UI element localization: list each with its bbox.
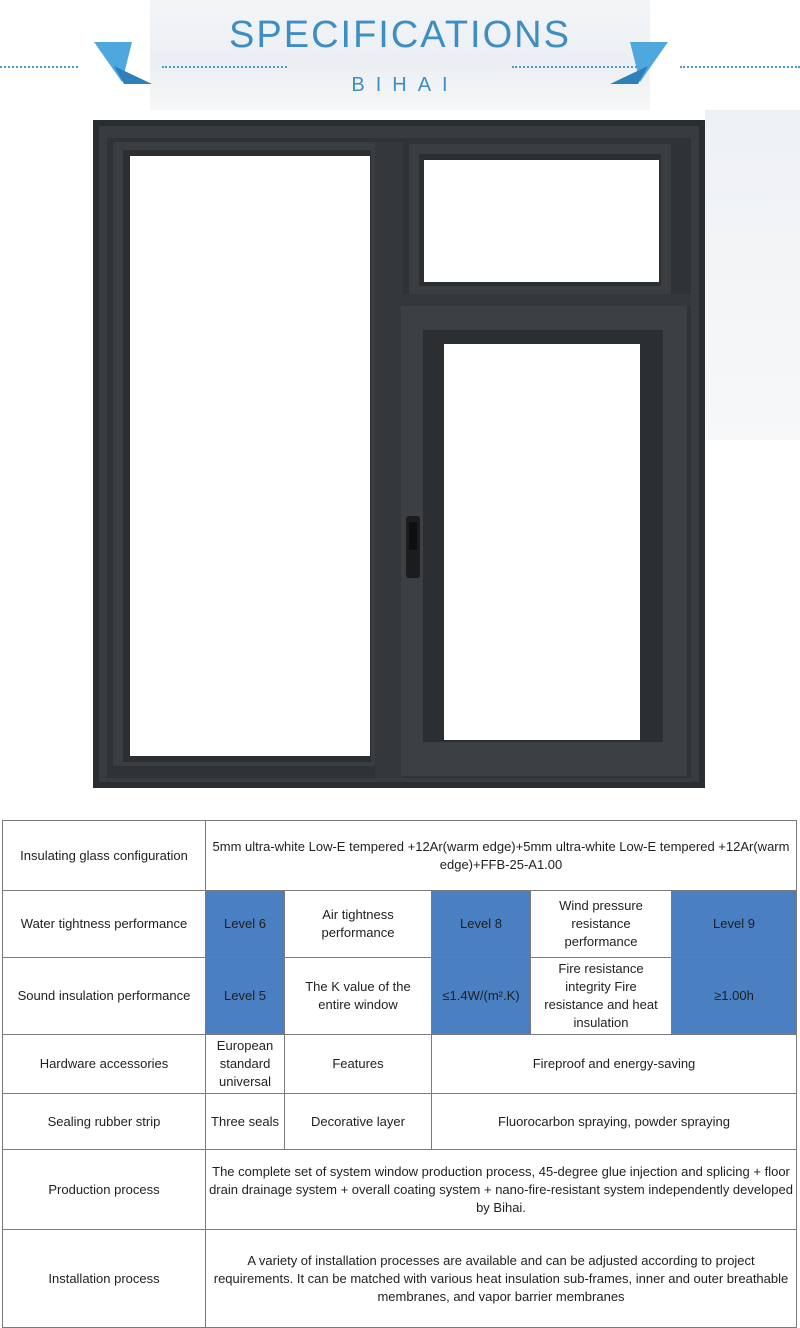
k-value-label: The K value of the entire window xyxy=(285,958,432,1035)
page-title: SPECIFICATIONS xyxy=(229,14,571,56)
sound-insulation-label: Sound insulation performance xyxy=(3,958,206,1035)
production-process-value: The complete set of system window production process, 45-degree glue injection and splicing + floor drain drainage system + overall coating system + nano-fire-resistant system independently developed by Bihai. xyxy=(206,1150,797,1230)
production-process-label: Production process xyxy=(3,1150,206,1230)
sealing-strip-label: Sealing rubber strip xyxy=(3,1094,206,1150)
dotted-line-right xyxy=(680,66,800,68)
air-tightness-label: Air tightness performance xyxy=(285,891,432,958)
dotted-line-left xyxy=(0,66,78,68)
hardware-label: Hardware accessories xyxy=(3,1035,206,1094)
specifications-table xyxy=(2,820,797,1328)
installation-process-label: Installation process xyxy=(3,1230,206,1328)
air-tightness-value: Level 8 xyxy=(432,891,531,958)
page-subtitle: BIHAI xyxy=(351,74,459,96)
table-row xyxy=(3,1230,797,1328)
installation-process-value: A variety of installation processes are available and can be adjusted according to project requirements. It can be matched with various heat insulation sub-frames, inner and outer breathable membranes, and vapor barrier membranes xyxy=(206,1230,797,1328)
water-tightness-value: Level 6 xyxy=(206,891,285,958)
glass-config-label: Insulating glass configuration xyxy=(3,821,206,891)
table-row xyxy=(3,958,797,1035)
features-value: Fireproof and energy-saving xyxy=(432,1035,797,1094)
table-row xyxy=(3,1094,797,1150)
wind-pressure-value: Level 9 xyxy=(672,891,797,958)
world-map-side-background xyxy=(705,110,800,440)
glass-config-value: 5mm ultra-white Low-E tempered +12Ar(warm edge)+5mm ultra-white Low-E tempered +12Ar(warm edge)+FFB-25-A1.00 xyxy=(206,821,797,891)
hardware-value: European standard universal xyxy=(206,1035,285,1094)
table-row xyxy=(3,821,797,891)
product-window-image xyxy=(93,120,705,788)
sealing-strip-value: Three seals xyxy=(206,1094,285,1150)
k-value-value: ≤1.4W/(m².K) xyxy=(432,958,531,1035)
features-label: Features xyxy=(285,1035,432,1094)
fire-resistance-value: ≥1.00h xyxy=(672,958,797,1035)
page-header xyxy=(0,0,800,110)
table-row xyxy=(3,1035,797,1094)
table-row xyxy=(3,1150,797,1230)
wind-pressure-label: Wind pressure resistance performance xyxy=(531,891,672,958)
fire-resistance-label: Fire resistance integrity Fire resistance and heat insulation xyxy=(531,958,672,1035)
dotted-line-left-inner xyxy=(162,66,287,68)
sound-insulation-value: Level 5 xyxy=(206,958,285,1035)
decorative-layer-value: Fluorocarbon spraying, powder spraying xyxy=(432,1094,797,1150)
water-tightness-label: Water tightness performance xyxy=(3,891,206,958)
decorative-layer-label: Decorative layer xyxy=(285,1094,432,1150)
table-row xyxy=(3,891,797,958)
